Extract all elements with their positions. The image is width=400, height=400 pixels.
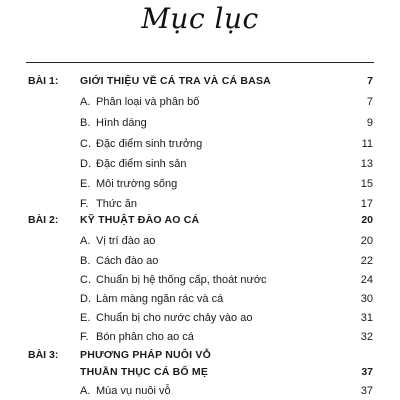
- toc-entry[interactable]: [0, 114, 400, 132]
- chapter-title: PHƯƠNG PHÁP NUÔI VỖ: [80, 349, 211, 361]
- entry-letter: E.: [80, 312, 91, 324]
- toc-entry[interactable]: [0, 271, 400, 289]
- chapter-number: BÀI 1:: [28, 75, 59, 87]
- chapter-title-line-2: THUẦN THỤC CÁ BỐ MẸ: [80, 366, 209, 378]
- chapter-title: GIỚI THIỆU VỀ CÁ TRA VÀ CÁ BASA: [80, 75, 271, 87]
- page-title: Mục lục: [141, 2, 259, 35]
- entry-letter: F.: [80, 198, 89, 210]
- toc-entry[interactable]: [0, 93, 400, 111]
- entry-page: 11: [361, 138, 373, 150]
- toc-entry[interactable]: [0, 309, 400, 327]
- toc-entry[interactable]: [0, 382, 400, 400]
- chapter-number: BÀI 2:: [28, 214, 59, 226]
- entry-title: Hình dáng: [96, 117, 147, 129]
- entry-title: Thức ăn: [96, 198, 137, 210]
- entry-page: 32: [360, 331, 373, 343]
- entry-letter: C.: [80, 274, 91, 286]
- chapter-page: 7: [367, 75, 373, 87]
- toc-entry[interactable]: [0, 328, 400, 346]
- entry-title: Bón phân cho ao cá: [96, 331, 194, 343]
- chapter-heading[interactable]: [0, 72, 400, 90]
- entry-page: 17: [360, 198, 373, 210]
- chapter-heading[interactable]: [0, 211, 400, 229]
- chapter-title: KỸ THUẬT ĐÀO AO CÁ: [80, 214, 200, 226]
- chapter-page: 37: [361, 366, 373, 378]
- toc-entry[interactable]: [0, 252, 400, 270]
- entry-letter: A.: [80, 96, 91, 108]
- entry-title: Chuẩn bị cho nước chảy vào ao: [96, 312, 253, 324]
- entry-title: Chuẩn bị hệ thống cấp, thoát nước: [96, 274, 267, 286]
- entry-page: 24: [360, 274, 373, 286]
- entry-page: 22: [360, 255, 373, 267]
- toc-entry[interactable]: [0, 290, 400, 308]
- entry-title: Làm màng ngăn rác và cá: [96, 293, 224, 305]
- entry-letter: D.: [80, 293, 91, 305]
- toc-entry[interactable]: [0, 155, 400, 173]
- entry-letter: A.: [80, 235, 91, 247]
- entry-title: Vị trí đào ao: [96, 235, 156, 247]
- toc-entry[interactable]: [0, 135, 400, 153]
- entry-page: 37: [360, 385, 373, 397]
- entry-title: Mùa vụ nuôi vỗ: [96, 385, 171, 397]
- chapter-number: BÀI 3:: [28, 349, 59, 361]
- entry-letter: D.: [80, 158, 91, 170]
- chapter-heading[interactable]: [0, 346, 400, 364]
- entry-title: Môi trường sống: [96, 178, 178, 190]
- entry-title: Phân loại và phân bố: [96, 96, 200, 108]
- chapter-heading-continued[interactable]: [0, 363, 400, 381]
- entry-page: 7: [366, 96, 373, 108]
- title-divider: [26, 62, 374, 63]
- entry-page: 30: [360, 293, 373, 305]
- chapter-page: 20: [361, 214, 373, 226]
- entry-title: Cách đào ao: [96, 255, 159, 267]
- entry-title: Đặc điểm sinh sản: [96, 158, 187, 170]
- entry-letter: F.: [80, 331, 89, 343]
- entry-page: 15: [360, 178, 373, 190]
- entry-letter: B.: [80, 255, 91, 267]
- entry-letter: E.: [80, 178, 91, 190]
- entry-page: 13: [360, 158, 373, 170]
- entry-letter: A.: [80, 385, 91, 397]
- entry-letter: C.: [80, 138, 91, 150]
- entry-page: 9: [366, 117, 373, 129]
- entry-page: 20: [360, 235, 373, 247]
- toc-entry[interactable]: [0, 175, 400, 193]
- entry-title: Đặc điểm sinh trưởng: [96, 138, 203, 150]
- entry-letter: B.: [80, 117, 91, 129]
- entry-page: 31: [360, 312, 373, 324]
- toc-entry[interactable]: [0, 232, 400, 250]
